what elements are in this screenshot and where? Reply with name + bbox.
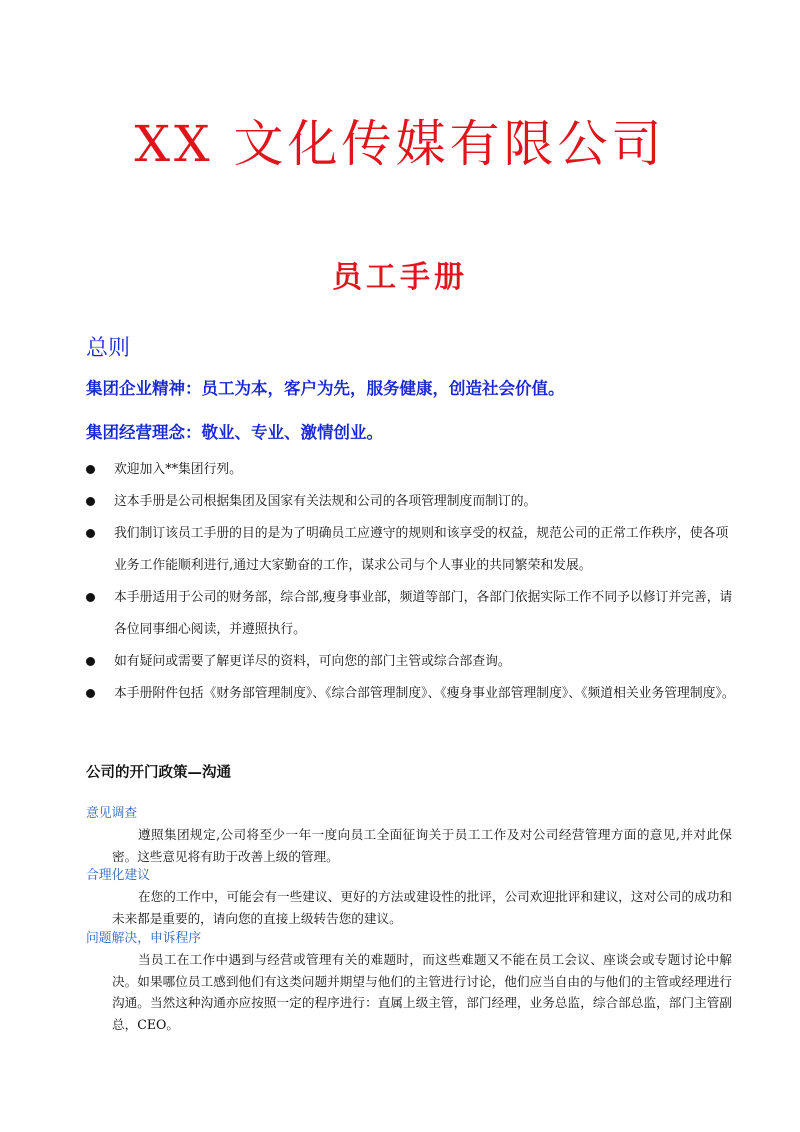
list-item bbox=[86, 454, 736, 486]
list-item bbox=[86, 518, 736, 582]
list-item bbox=[86, 486, 736, 518]
list-item bbox=[86, 582, 736, 646]
list-item bbox=[86, 646, 736, 678]
bullet-icon bbox=[86, 529, 95, 538]
document-title: 员工手册 bbox=[332, 260, 468, 295]
list-item-text: 如有疑问或需要了解更详尽的资料，可向您的部门主管或综合部查询。 bbox=[114, 654, 511, 669]
section-heading-open-door: 公司的开门政策—沟通 bbox=[86, 765, 231, 781]
bullet-icon bbox=[86, 657, 95, 666]
list-item-text: 欢迎加入**集团行列。 bbox=[114, 462, 242, 477]
subheading-suggestions: 合理化建议 bbox=[86, 868, 150, 883]
paragraph-suggestions: 在您的工作中，可能会有一些建议、更好的方法或建设性的批评，公司欢迎批评和建议，这对公司的成功和未来都是重要的，请向您的直接上级转告您的建议。 bbox=[112, 889, 732, 926]
list-item-text: 本手册附件包括《财务部管理制度》、《综合部管理制度》、《瘦身事业部管理制度》、《频道相关业务管理制度》。 bbox=[114, 686, 735, 701]
list-item bbox=[86, 678, 736, 710]
company-name: XX 文化传媒有限公司 bbox=[134, 115, 666, 173]
subheading-grievance: 问题解决，申诉程序 bbox=[86, 931, 202, 946]
bullet-icon bbox=[86, 689, 95, 698]
intro-bullet-list bbox=[86, 454, 736, 710]
bullet-icon bbox=[86, 497, 95, 506]
list-item-text: 这本手册是公司根据集团及国家有关法规和公司的各项管理制度而制订的。 bbox=[114, 494, 537, 509]
bullet-icon bbox=[86, 593, 95, 602]
corporate-spirit: 集团企业精神：员工为本，客户为先，服务健康，创造社会价值。 bbox=[86, 379, 565, 398]
paragraph-grievance: 当员工在工作中遇到与经营或管理有关的难题时，而这些难题又不能在员工会议、座谈会或专题讨论中解决。如果哪位员工感到他们有这类问题并期望与他们的主管进行讨论，他们应当自由的与他们的主管或经理进行沟通。当然这种沟通亦应按照一定的程序进行：直属上级主管，部门经理，业务总监，综合部总监，部门主管副总，CEO。 bbox=[112, 952, 732, 1032]
bullet-icon bbox=[86, 465, 95, 474]
section-heading-general: 总则 bbox=[86, 336, 131, 361]
list-item-text: 我们制订该员工手册的目的是为了明确员工应遵守的规则和该享受的权益，规范公司的正常工作秩序，使各项业务工作能顺利进行,通过大家勤奋的工作，谋求公司与个人事业的共同繁荣和发展。 bbox=[114, 526, 729, 573]
business-philosophy: 集团经营理念：敬业、专业、激情创业。 bbox=[86, 423, 383, 442]
paragraph-opinion-survey: 遵照集团规定,公司将至少一年一度向员工全面征询关于员工工作及对公司经营管理方面的意见,并对此保密。这些意见将有助于改善上级的管理。 bbox=[112, 827, 732, 864]
subheading-opinion-survey: 意见调查 bbox=[86, 806, 138, 821]
list-item-text: 本手册适用于公司的财务部，综合部,瘦身事业部，频道等部门，各部门依据实际工作不同予以修订并完善，请各位同事细心阅读，并遵照执行。 bbox=[114, 590, 733, 637]
